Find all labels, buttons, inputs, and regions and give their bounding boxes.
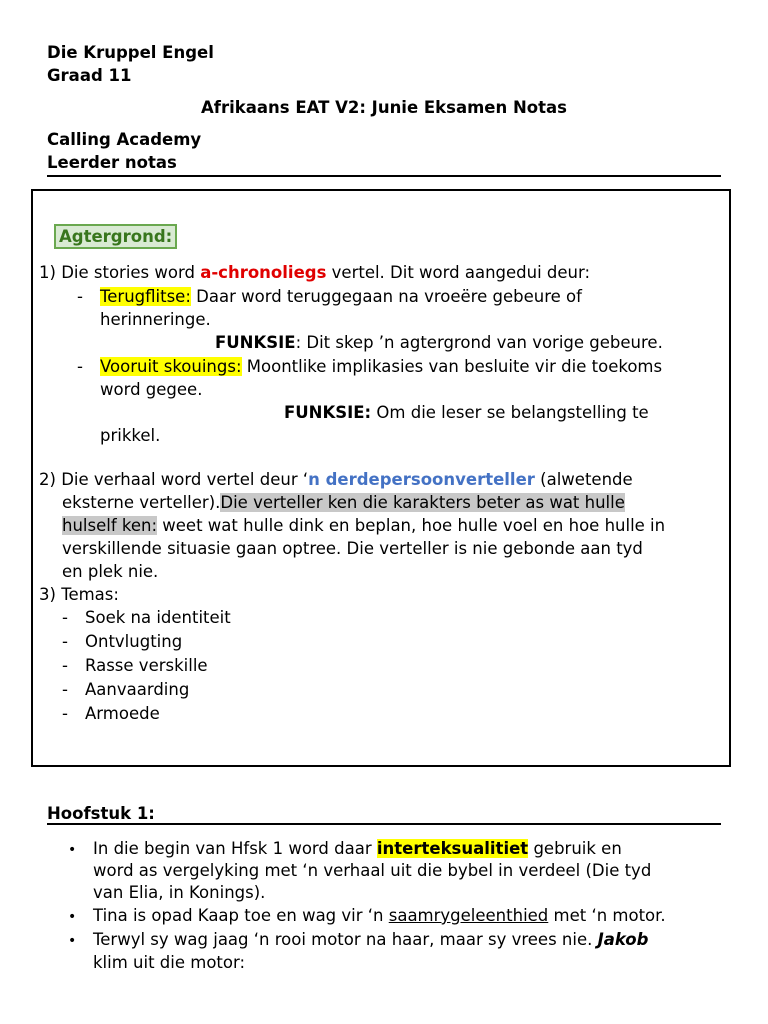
theme-item: Rasse verskille bbox=[85, 656, 208, 675]
ride-term: saamrygeleenthied bbox=[388, 906, 549, 925]
chapter-item-2-pre: Tina is opad Kaap toe en wag vir ‘n bbox=[93, 906, 384, 925]
chapter-divider bbox=[47, 823, 721, 825]
chapter-item-3 bbox=[93, 930, 648, 949]
theme-item: Aanvaarding bbox=[85, 680, 190, 699]
point-2-l3b: weet wat hulle dink en beplan, hoe hulle voel en hoe hulle in bbox=[162, 516, 666, 535]
narrator-term: n derdepersoonverteller bbox=[308, 470, 535, 489]
chapter-item-1-line-3: van Elia, in Konings). bbox=[93, 883, 266, 902]
point-2-line-2 bbox=[62, 493, 625, 512]
dash-bullet: - bbox=[62, 608, 68, 627]
point-1-text-post: vertel. Dit word aangedui deur: bbox=[331, 263, 591, 282]
themes-label: Temas: bbox=[61, 585, 119, 604]
point-3 bbox=[39, 585, 119, 604]
document-title: Die Kruppel Engel bbox=[47, 43, 214, 62]
point-1 bbox=[39, 263, 590, 282]
function-text-2b: prikkel. bbox=[100, 426, 161, 445]
chapter-item-2 bbox=[93, 906, 666, 925]
jakob-name: Jakob bbox=[597, 930, 649, 949]
point-2-text-pre: Die verhaal word vertel deur ‘ bbox=[61, 470, 309, 489]
flashback-text: Daar word teruggegaan na vroeëre gebeure of bbox=[196, 287, 582, 306]
point-2-number: 2) bbox=[39, 470, 56, 489]
dash-bullet: - bbox=[62, 632, 68, 651]
chapter-item-3-pre: Terwyl sy wag jaag ‘n rooi motor na haar, maar sy vrees nie. bbox=[93, 930, 593, 949]
function-label-1: FUNKSIE bbox=[215, 333, 296, 352]
theme-item: Ontvlugting bbox=[85, 632, 183, 651]
background-heading: Agtergrond: bbox=[54, 224, 177, 249]
theme-item: Soek na identiteit bbox=[85, 608, 231, 627]
chapter-item-1-line-2: word as vergelyking met ‘n verhaal uit die bybel in verdeel (Die tyd bbox=[93, 861, 652, 880]
dash-bullet: - bbox=[62, 656, 68, 675]
chapter-item-1-pre: In die begin van Hfsk 1 word daar bbox=[93, 839, 372, 858]
point-2-text-post: (alwetende bbox=[540, 470, 633, 489]
bullet-dot: • bbox=[68, 909, 77, 925]
flashback-text-2: herinneringe. bbox=[100, 310, 211, 329]
point-1-text-pre: Die stories word bbox=[61, 263, 195, 282]
header-divider bbox=[47, 175, 721, 177]
foreshadow-text: Moontlike implikasies van besluite vir die toekoms bbox=[246, 357, 663, 376]
subject-heading: Afrikaans EAT V2: Junie Eksamen Notas bbox=[201, 98, 567, 117]
point-1-number: 1) bbox=[39, 263, 56, 282]
point-2-line-3 bbox=[62, 516, 665, 535]
notes-label: Leerder notas bbox=[47, 153, 177, 172]
chapter-heading: Hoofstuk 1: bbox=[47, 804, 155, 823]
point-2-l2a: eksterne verteller). bbox=[62, 493, 221, 512]
foreshadow-line bbox=[100, 357, 662, 376]
bullet-dot: • bbox=[68, 842, 77, 858]
intertextuality-term: interteksualitiet bbox=[376, 839, 529, 858]
foreshadow-text-2: word gegee. bbox=[100, 380, 203, 399]
function-text-2: Om die leser se belangstelling te bbox=[376, 403, 649, 422]
point-3-number: 3) bbox=[39, 585, 56, 604]
point-2 bbox=[39, 470, 633, 489]
dash-bullet: - bbox=[77, 357, 83, 376]
dash-bullet: - bbox=[62, 704, 68, 723]
academy-label: Calling Academy bbox=[47, 130, 202, 149]
point-2-line-5: en plek nie. bbox=[62, 562, 159, 581]
chapter-item-1 bbox=[93, 839, 622, 858]
point-2-line-4: verskillende situasie gaan optree. Die verteller is nie gebonde aan tyd bbox=[62, 539, 643, 558]
dash-bullet: - bbox=[62, 680, 68, 699]
grade-label: Graad 11 bbox=[47, 66, 132, 85]
point-2-l3a: hulself ken: bbox=[62, 516, 158, 535]
flashback-label: Terugflitse: bbox=[100, 287, 191, 306]
chapter-item-2-post: met ‘n motor. bbox=[553, 906, 666, 925]
function-line-1 bbox=[215, 333, 663, 352]
dash-bullet: - bbox=[77, 287, 83, 306]
theme-item: Armoede bbox=[85, 704, 160, 723]
bullet-dot: • bbox=[68, 933, 77, 949]
foreshadow-label: Vooruit skouings: bbox=[100, 357, 242, 376]
function-line-2 bbox=[284, 403, 649, 422]
chapter-item-3-line-2: klim uit die motor: bbox=[93, 953, 246, 972]
function-label-2: FUNKSIE: bbox=[284, 403, 372, 422]
function-text-1: : Dit skep ’n agtergrond van vorige gebeure. bbox=[295, 333, 663, 352]
chapter-item-1-post: gebruik en bbox=[533, 839, 622, 858]
point-2-l2b: Die verteller ken die karakters beter as wat hulle bbox=[220, 493, 625, 512]
flashback-line bbox=[100, 287, 582, 306]
achronological-term: a-chronoliegs bbox=[200, 263, 327, 282]
